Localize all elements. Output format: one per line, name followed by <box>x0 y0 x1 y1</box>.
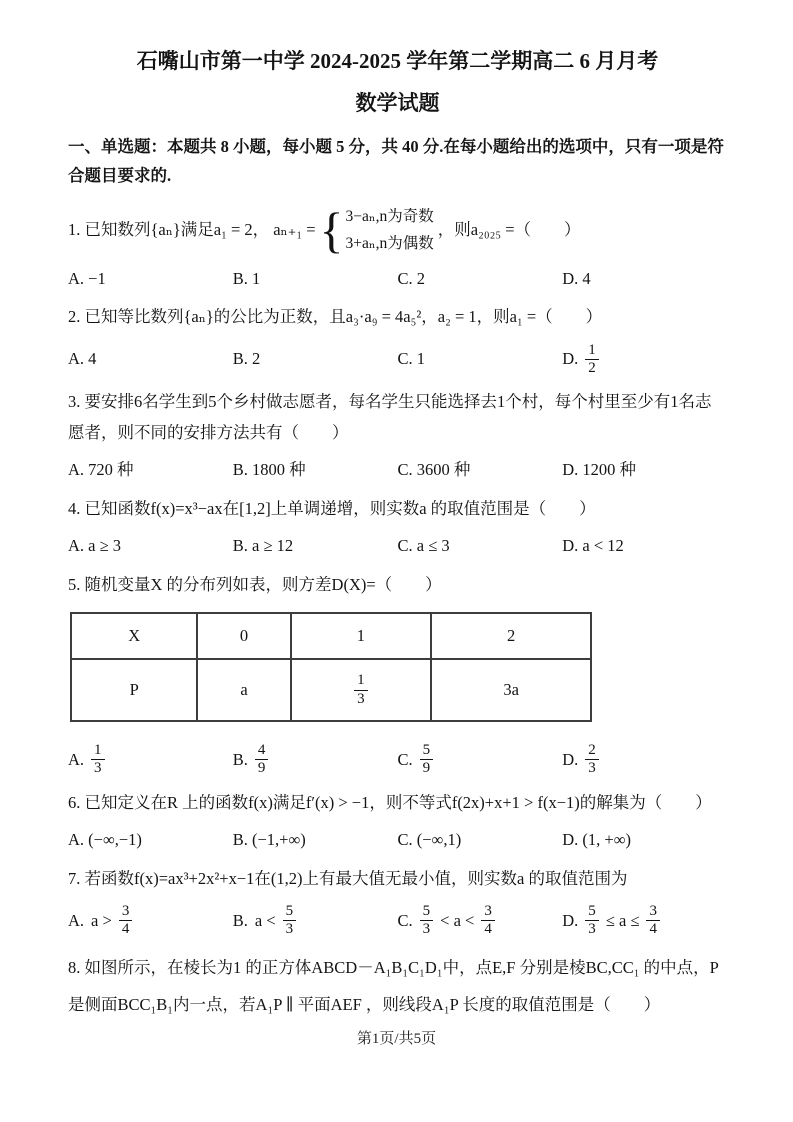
question-6-options <box>68 827 727 853</box>
question-6-stem: 6. 已知定义在R 上的函数f(x)满足f′(x) > −1，则不等式f(2x)+x+1 > f(x−1)的解集为（ ） <box>68 792 712 812</box>
fraction-numerator: 3 <box>646 903 660 921</box>
question-1-options <box>68 266 727 292</box>
option-d <box>562 742 727 778</box>
option-a: A. 4 <box>68 349 97 369</box>
question-1 <box>68 203 727 293</box>
option-c-expression: < a < <box>440 910 475 930</box>
fraction-numerator: 1 <box>585 342 599 360</box>
option-c: C. 1 <box>397 349 426 369</box>
fraction-numerator: 2 <box>585 742 599 760</box>
question-4-options <box>68 533 727 559</box>
option-a: A. −1 <box>68 268 106 288</box>
table-cell-x: X <box>71 613 197 659</box>
table-cell-x0: 0 <box>197 613 290 659</box>
table-cell-x1: 1 <box>291 613 432 659</box>
question-5 <box>68 570 727 778</box>
question-8 <box>68 949 727 1025</box>
fraction-denominator: 2 <box>588 360 596 377</box>
fraction <box>255 742 269 778</box>
option-a: A. 720 种 <box>68 460 134 480</box>
option-b-label: B. <box>232 910 248 930</box>
option-d-label: D. <box>562 749 579 769</box>
page-number: 第1页/共5页 <box>356 1031 437 1047</box>
fraction-denominator: 3 <box>357 690 365 707</box>
table-row <box>71 659 591 721</box>
distribution-table <box>70 612 592 722</box>
question-3-stem: 3. 要安排6名学生到5个乡村做志愿者，每名学生只能选择去1个村，每个村里至少有1名志愿者，则不同的安排方法共有（ ） <box>68 392 712 442</box>
option-c: C. 3600 种 <box>397 460 471 480</box>
option-a: A. (−∞,−1) <box>68 830 142 850</box>
piecewise-cases <box>346 203 434 257</box>
option-b-expression: a < <box>254 910 276 930</box>
fraction <box>420 742 434 778</box>
option-c: C. (−∞,1) <box>397 830 462 850</box>
option-a <box>68 742 233 778</box>
fraction-numerator: 5 <box>420 742 434 760</box>
question-1-stem <box>68 203 727 257</box>
curly-brace-glyph: { <box>319 201 344 258</box>
table-cell-p0: a <box>197 659 290 721</box>
fraction-denominator: 9 <box>257 760 266 777</box>
option-c <box>398 903 563 939</box>
fraction-numerator: 4 <box>255 742 269 760</box>
fraction-denominator: 3 <box>285 921 294 938</box>
option-d-label: D. <box>562 910 579 930</box>
table-row <box>71 613 591 659</box>
fraction <box>481 903 495 939</box>
option-b: B. 1800 种 <box>232 460 306 480</box>
fraction <box>354 672 368 708</box>
fraction-numerator: 5 <box>420 903 434 921</box>
question-2-options <box>68 342 727 378</box>
option-a-label: A. <box>68 910 85 930</box>
option-b: B. 2 <box>232 349 261 369</box>
question-3-options <box>68 457 727 483</box>
question-6 <box>68 788 727 854</box>
fraction <box>283 903 297 939</box>
fraction-numerator: 5 <box>585 903 599 921</box>
fraction-denominator: 4 <box>484 921 492 938</box>
option-b: B. a ≥ 12 <box>232 536 294 556</box>
question-5-stem: 5. 随机变量X 的分布列如表，则方差D(X)=（ ） <box>68 574 442 594</box>
case-even: 3+aₙ,n为偶数 <box>345 234 434 252</box>
option-d <box>562 903 727 939</box>
fraction-numerator: 1 <box>354 672 368 690</box>
option-c <box>398 742 563 778</box>
fraction <box>119 903 133 939</box>
fraction-numerator: 3 <box>119 903 133 921</box>
question-1-text-post: ，则a₂₀₂₅ =（ ） <box>437 219 581 239</box>
option-b-label: B. <box>232 749 248 769</box>
fraction-denominator: 3 <box>422 921 431 938</box>
question-2-stem: 2. 已知等比数列{aₙ}的公比为正数，且a₃·a₉ = 4a₅²，a₂ = 1，则a₁ =（ ） <box>68 307 603 327</box>
option-d: D. 4 <box>562 268 591 288</box>
question-7 <box>68 864 727 939</box>
option-c: C. a ≤ 3 <box>397 536 450 556</box>
question-7-options <box>68 903 727 939</box>
question-2 <box>68 302 727 377</box>
option-a-label: A. <box>68 749 85 769</box>
option-d: D. (1, +∞) <box>562 830 631 850</box>
table-cell-p: P <box>71 659 197 721</box>
option-a <box>68 903 233 939</box>
fraction <box>420 903 434 939</box>
fraction-denominator: 4 <box>121 921 130 938</box>
option-d-label: D. <box>562 349 579 369</box>
option-c-label: C. <box>397 749 413 769</box>
fraction <box>646 903 660 939</box>
question-4-stem: 4. 已知函数f(x)=x³−ax在[1,2]上单调递增，则实数a 的取值范围是（ ） <box>68 498 596 518</box>
question-3 <box>68 387 727 483</box>
fraction <box>585 742 599 778</box>
fraction-denominator: 3 <box>588 921 596 938</box>
option-b: B. (−1,+∞) <box>232 830 306 850</box>
piecewise-formula <box>273 203 434 257</box>
question-4 <box>68 494 727 560</box>
fraction <box>585 342 599 378</box>
fraction-numerator: 3 <box>481 903 495 921</box>
fraction <box>585 903 599 939</box>
option-a: A. a ≥ 3 <box>68 536 122 556</box>
case-odd: 3−aₙ,n为奇数 <box>345 207 434 225</box>
fraction-numerator: 1 <box>91 742 105 760</box>
section-header: 一、单选题：本题共 8 小题，每小题 5 分，共 40 分.在每小题给出的选项中，只有一项是符合题目要求的. <box>68 136 724 185</box>
option-b <box>233 903 398 939</box>
question-8-stem: 8. 如图所示，在棱长为1 的正方体ABCD－A₁B₁C₁D₁中，点E,F 分别是棱BC,CC₁ 的中点，P 是侧面BCC₁B₁内一点，若A₁P ∥ 平面AEF ，则线段A₁P 长度的取值范围是（ ） <box>68 957 719 1015</box>
option-d-expression: ≤ a ≤ <box>605 910 640 930</box>
table-cell-p2: 3a <box>431 659 591 721</box>
fraction-denominator: 9 <box>422 760 431 777</box>
option-b: B. 1 <box>232 268 261 288</box>
question-7-stem: 7. 若函数f(x)=ax³+2x²+x−1在(1,2)上有最大值无最小值，则实数a 的取值范围为 <box>68 868 628 888</box>
fraction-denominator: 4 <box>649 921 657 938</box>
option-d: D. 1200 种 <box>562 460 637 480</box>
option-d <box>562 342 727 378</box>
option-c: C. 2 <box>397 268 426 288</box>
option-b <box>233 742 398 778</box>
fraction-numerator: 5 <box>283 903 297 921</box>
recurrence-lhs: aₙ₊₁ = <box>273 219 316 239</box>
fraction <box>91 742 105 778</box>
option-d: D. a < 12 <box>562 536 624 556</box>
fraction-denominator: 3 <box>588 760 596 777</box>
option-a-expression: a > <box>91 910 112 930</box>
exam-subtitle: 数学试题 <box>355 91 440 116</box>
option-c-label: C. <box>397 910 413 930</box>
table-cell-x2: 2 <box>431 613 591 659</box>
fraction-denominator: 3 <box>94 760 102 777</box>
question-1-text-pre: 1. 已知数列{aₙ}满足a₁ = 2， <box>68 219 270 239</box>
question-5-options <box>68 742 727 778</box>
table-cell-p1 <box>291 659 432 721</box>
exam-title: 石嘴山市第一中学 2024-2025 学年第二学期高二 6 月月考 <box>136 49 659 73</box>
